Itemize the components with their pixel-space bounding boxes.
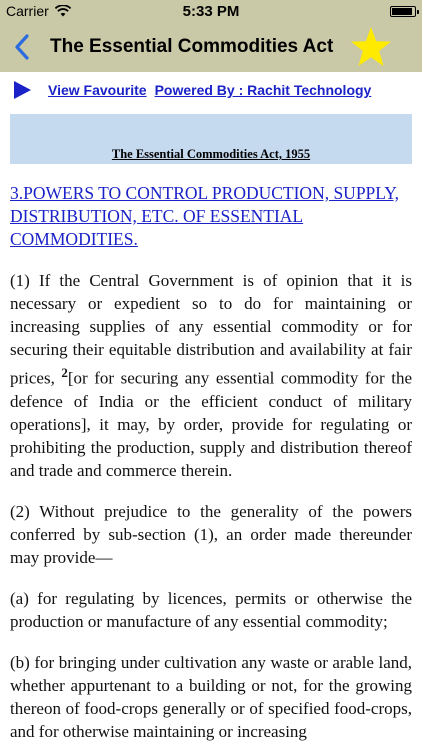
paragraph-1	[10, 269, 412, 482]
footnote-marker: 2	[61, 365, 68, 380]
act-title: The Essential Commodities Act, 1955	[111, 147, 311, 161]
document-content	[10, 114, 412, 743]
page-title: The Essential Commodities Act	[50, 36, 334, 57]
favourite-button[interactable]	[350, 26, 392, 68]
paragraph-3: (a) for regulating by licences, permits or otherwise the production or manufacture of any essential commodity;	[10, 588, 412, 631]
back-button[interactable]	[0, 22, 44, 72]
carrier-label: Carrier	[6, 3, 49, 19]
link-bar	[0, 72, 422, 108]
star-icon	[350, 26, 392, 68]
paragraph-1-part-b: [or for securing any essential commodity for the defence of India or the efficient conduct of military operations], it may, by order, provide for regulating or prohibiting the production, supply and distribution thereof and trade and commerce therein.	[10, 368, 412, 480]
section-heading-link[interactable]: 3.POWERS TO CONTROL PRODUCTION, SUPPLY, DISTRIBUTION, ETC. OF ESSENTIAL COMMODITIES.	[10, 183, 399, 249]
paragraph-4: (b) for bringing under cultivation any waste or arable land, whether appurtenant to a building or not, for the growing thereon of food-crops generally or of specified food-crops, and for otherwise maintaining or increasing	[10, 652, 412, 741]
view-favourite-link[interactable]: View Favourite	[48, 82, 147, 98]
status-bar	[0, 0, 422, 22]
act-header	[10, 114, 412, 164]
chevron-left-icon	[14, 34, 30, 60]
wifi-icon	[55, 5, 71, 17]
status-time: 5:33 PM	[182, 2, 240, 20]
battery-icon	[390, 6, 416, 17]
paragraph-2: (2) Without prejudice to the generality of the powers conferred by sub-section (1), an order made thereunder may provide—	[10, 501, 412, 567]
battery-fill	[392, 8, 412, 15]
powered-by-link[interactable]: Powered By : Rachit Technology	[154, 82, 372, 98]
paragraph-1-part-a: (1) If the Central Government is of opinion that it is necessary or expedient so to do for maintaining or increasing supplies of any essential commodity or for securing their equitable distribution and availability at fair prices,	[10, 271, 412, 388]
navigation-bar	[0, 22, 422, 72]
status-left	[6, 3, 71, 19]
play-icon[interactable]	[12, 80, 32, 100]
